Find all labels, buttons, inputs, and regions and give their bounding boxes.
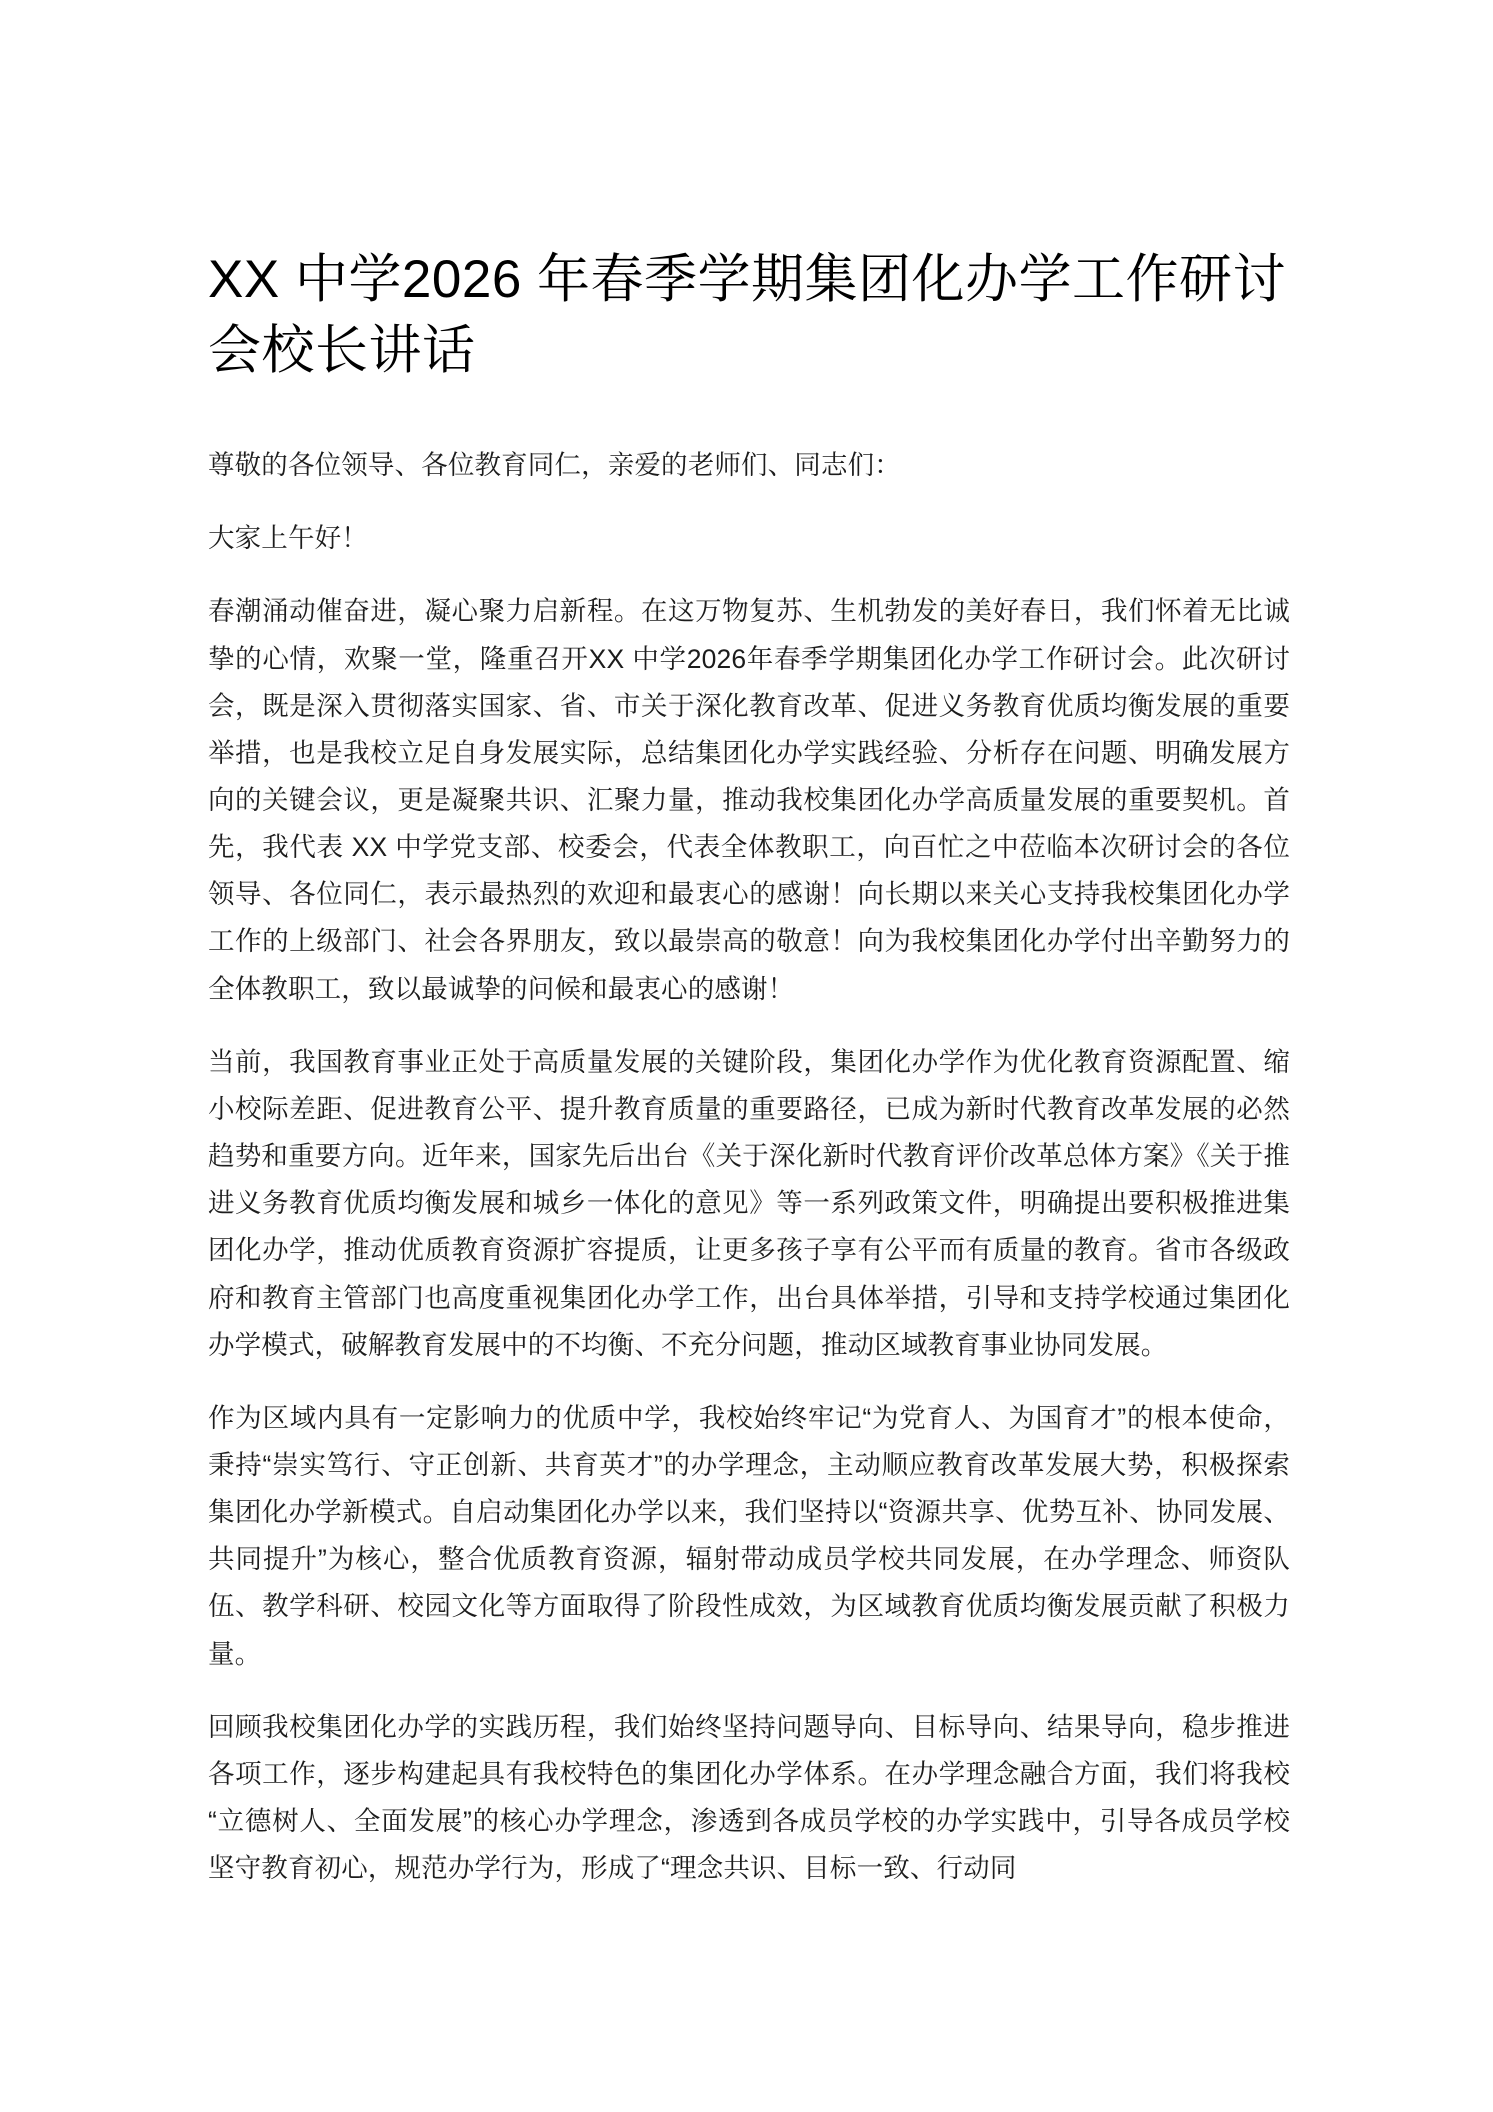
paragraph-greeting: 大家上午好！ (208, 523, 368, 554)
paragraph-salutation: 尊敬的各位领导、各位教育同仁，亲爱的老师们、同志们： (208, 450, 901, 481)
paragraph-school-mission: 作为区域内具有一定影响力的优质中学，我校始终牢记“为党育人、为国育才”的根本使命，秉持“崇实笃行、守正创新、共育英才”的办学理念，主动顺应教育改革发展大势，积极探索集团化办学新模式。自启动集团化办学以来，我们坚持以“资源共享、优势互补、协同发展、共同提升”为核心，整合优质教育资源，辐射带动成员学校共同发展，在办学理念、师资队伍、教学科研、校园文化等方面取得了阶段性成效，为区域教育优质均衡发展贡献了积极力量。 (208, 1402, 1290, 1669)
document-body (208, 442, 1290, 1892)
paragraph-practice-review: 回顾我校集团化办学的实践历程，我们始终坚持问题导向、目标导向、结果导向，稳步推进各项工作，逐步构建起具有我校特色的集团化办学体系。在办学理念融合方面，我们将我校“立德树人、全面发展”的核心办学理念，渗透到各成员学校的办学实践中，引导各成员学校坚守教育初心，规范办学行为，形成了“理念共识、目标一致、行动同 (208, 1711, 1290, 1884)
paragraph-opening-welcome: 春潮涌动催奋进，凝心聚力启新程。在这万物复苏、生机勃发的美好春日，我们怀着无比诚挚的心情，欢聚一堂，隆重召开XX 中学2026年春季学期集团化办学工作研讨会。此次研讨会，既是深入贯彻落实国家、省、市关于深化教育改革、促进义务教育优质均衡发展的重要举措，也是我校立足自身发展实际，总结集团化办学实践经验、分析存在问题、明确发展方向的关键会议，更是凝聚共识、汇聚力量，推动我校集团化办学高质量发展的重要契机。首先，我代表 XX 中学党支部、校委会，代表全体教职工，向百忙之中莅临本次研讨会的各位领导、各位同仁，表示最热烈的欢迎和最衷心的感谢！向长期以来关心支持我校集团化办学工作的上级部门、社会各界朋友，致以最崇高的敬意！向为我校集团化办学付出辛勤努力的全体教职工，致以最诚挚的问候和最衷心的感谢！ (208, 596, 1290, 1004)
page-content-area (208, 0, 1290, 2112)
paragraph-policy-background: 当前，我国教育事业正处于高质量发展的关键阶段，集团化办学作为优化教育资源配置、缩小校际差距、促进教育公平、提升教育质量的重要路径，已成为新时代教育改革发展的必然趋势和重要方向。近年来，国家先后出台《关于深化新时代教育评价改革总体方案》《关于推进义务教育优质均衡发展和城乡一体化的意见》等一系列政策文件，明确提出要积极推进集团化办学，推动优质教育资源扩容提质，让更多孩子享有公平而有质量的教育。省市各级政府和教育主管部门也高度重视集团化办学工作，出台具体举措，引导和支持学校通过集团化办学模式，破解教育发展中的不均衡、不充分问题，推动区域教育事业协同发展。 (208, 1046, 1290, 1360)
page-title: XX 中学2026 年春季学期集团化办学工作研讨会校长讲话 (208, 250, 1287, 381)
